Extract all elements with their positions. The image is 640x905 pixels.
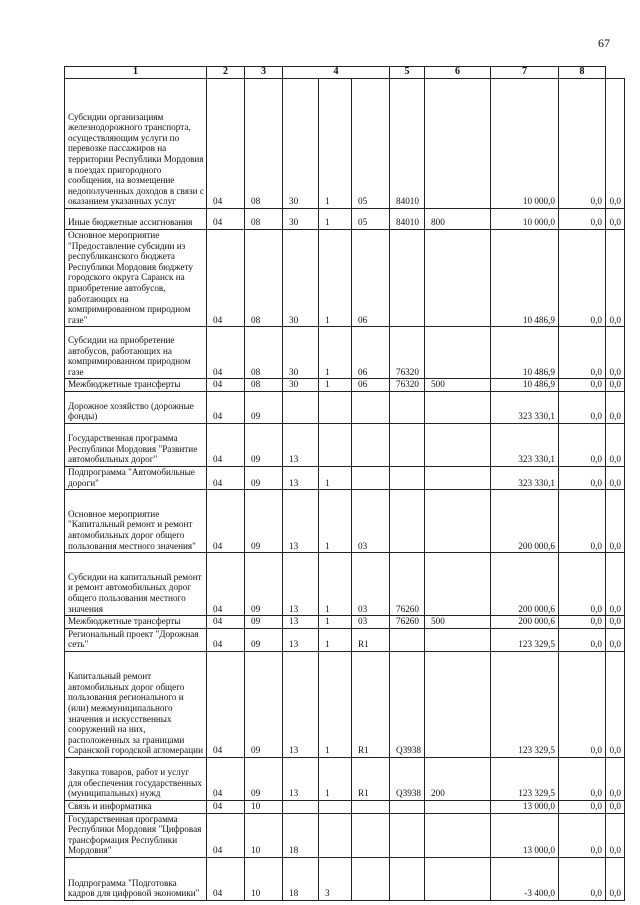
code-section: 04 bbox=[207, 466, 245, 489]
code-section: 04 bbox=[207, 423, 245, 466]
code-subprogram bbox=[319, 391, 352, 423]
table-row bbox=[65, 651, 625, 757]
header-col-7: 7 bbox=[491, 67, 559, 79]
code-subprogram: 1 bbox=[319, 466, 352, 489]
code-expense-type: 500 bbox=[425, 616, 491, 629]
code-subsection: 09 bbox=[245, 490, 283, 553]
code-direction: Q3938 bbox=[390, 651, 425, 757]
amount-col-6: 123 329,5 bbox=[491, 651, 559, 757]
code-direction bbox=[390, 391, 425, 423]
amount-col-7: 0,0 bbox=[559, 327, 606, 379]
code-subsection: 08 bbox=[245, 209, 283, 230]
amount-col-8: 0,0 bbox=[606, 230, 625, 327]
page-number: 67 bbox=[598, 36, 610, 50]
amount-col-7: 0,0 bbox=[559, 553, 606, 616]
code-expense-type bbox=[425, 466, 491, 489]
code-activity: R1 bbox=[352, 651, 390, 757]
amount-col-7: 0,0 bbox=[559, 800, 606, 813]
code-program: 30 bbox=[283, 79, 319, 209]
code-subsection: 08 bbox=[245, 230, 283, 327]
amount-col-6: 10 000,0 bbox=[491, 79, 559, 209]
amount-col-7: 0,0 bbox=[559, 391, 606, 423]
table-row bbox=[65, 423, 625, 466]
header-col-3: 3 bbox=[245, 67, 283, 79]
code-subprogram: 1 bbox=[319, 490, 352, 553]
table-row bbox=[65, 553, 625, 616]
amount-col-8: 0,0 bbox=[606, 628, 625, 651]
amount-col-6: 13 000,0 bbox=[491, 800, 559, 813]
amount-col-8: 0,0 bbox=[606, 800, 625, 813]
code-expense-type bbox=[425, 423, 491, 466]
row-description: Подпрограмма "Автомобильные дороги" bbox=[65, 466, 207, 489]
code-program: 13 bbox=[283, 423, 319, 466]
amount-col-8: 0,0 bbox=[606, 423, 625, 466]
code-section: 04 bbox=[207, 379, 245, 392]
code-activity: 05 bbox=[352, 209, 390, 230]
amount-col-6: 323 330,1 bbox=[491, 391, 559, 423]
amount-col-8: 0,0 bbox=[606, 379, 625, 392]
amount-col-7: 0,0 bbox=[559, 757, 606, 800]
code-subprogram bbox=[319, 423, 352, 466]
code-program: 13 bbox=[283, 616, 319, 629]
code-section: 04 bbox=[207, 490, 245, 553]
code-expense-type bbox=[425, 391, 491, 423]
code-expense-type bbox=[425, 490, 491, 553]
code-activity: R1 bbox=[352, 628, 390, 651]
amount-col-8: 0,0 bbox=[606, 857, 625, 900]
code-program: 13 bbox=[283, 466, 319, 489]
amount-col-6: 323 330,1 bbox=[491, 466, 559, 489]
header-col-2: 2 bbox=[207, 67, 245, 79]
code-subsection: 09 bbox=[245, 628, 283, 651]
row-description: Закупка товаров, работ и услуг для обеспечения государственных (муниципальных) нужд bbox=[65, 757, 207, 800]
code-subprogram: 1 bbox=[319, 651, 352, 757]
row-description: Межбюджетные трансферты bbox=[65, 616, 207, 629]
row-description: Межбюджетные трансферты bbox=[65, 379, 207, 392]
code-subprogram: 1 bbox=[319, 230, 352, 327]
code-activity bbox=[352, 857, 390, 900]
code-section: 04 bbox=[207, 651, 245, 757]
code-expense-type: 500 bbox=[425, 379, 491, 392]
code-direction bbox=[390, 628, 425, 651]
amount-col-7: 0,0 bbox=[559, 628, 606, 651]
amount-col-8: 0,0 bbox=[606, 466, 625, 489]
code-activity: 06 bbox=[352, 230, 390, 327]
code-subsection: 09 bbox=[245, 651, 283, 757]
code-section: 04 bbox=[207, 616, 245, 629]
table-row bbox=[65, 391, 625, 423]
row-description: Капитальный ремонт автомобильных дорог общего пользования регионального и (или) межмуниципального значения и искусственных сооружений на них, расположенных за границами Саранской городской агломерации bbox=[65, 651, 207, 757]
code-program: 30 bbox=[283, 230, 319, 327]
code-program: 13 bbox=[283, 490, 319, 553]
code-subsection: 10 bbox=[245, 800, 283, 813]
code-activity bbox=[352, 423, 390, 466]
amount-col-8: 0,0 bbox=[606, 813, 625, 857]
code-subprogram: 1 bbox=[319, 616, 352, 629]
code-subprogram: 1 bbox=[319, 628, 352, 651]
amount-col-6: 13 000,0 bbox=[491, 813, 559, 857]
code-program: 30 bbox=[283, 209, 319, 230]
table-row bbox=[65, 79, 625, 209]
code-subsection: 09 bbox=[245, 466, 283, 489]
code-program: 13 bbox=[283, 628, 319, 651]
code-subprogram: 1 bbox=[319, 209, 352, 230]
amount-col-8: 0,0 bbox=[606, 391, 625, 423]
code-direction bbox=[390, 800, 425, 813]
table-row bbox=[65, 800, 625, 813]
code-expense-type bbox=[425, 327, 491, 379]
amount-col-7: 0,0 bbox=[559, 79, 606, 209]
amount-col-7: 0,0 bbox=[559, 209, 606, 230]
code-expense-type bbox=[425, 628, 491, 651]
code-direction: 76320 bbox=[390, 379, 425, 392]
code-program: 30 bbox=[283, 379, 319, 392]
header-col-5: 5 bbox=[390, 67, 425, 79]
code-expense-type bbox=[425, 79, 491, 209]
code-section: 04 bbox=[207, 813, 245, 857]
table-row bbox=[65, 757, 625, 800]
code-expense-type bbox=[425, 800, 491, 813]
table-row bbox=[65, 813, 625, 857]
code-section: 04 bbox=[207, 79, 245, 209]
table-row bbox=[65, 490, 625, 553]
code-subprogram: 1 bbox=[319, 757, 352, 800]
amount-col-6: 200 000,6 bbox=[491, 553, 559, 616]
code-direction: 76260 bbox=[390, 553, 425, 616]
code-expense-type bbox=[425, 553, 491, 616]
code-section: 04 bbox=[207, 230, 245, 327]
code-direction: 76260 bbox=[390, 616, 425, 629]
code-subsection: 09 bbox=[245, 757, 283, 800]
row-description: Подпрограмма "Подготовка кадров для цифровой экономики" bbox=[65, 857, 207, 900]
code-direction: Q3938 bbox=[390, 757, 425, 800]
row-description: Субсидии на капитальный ремонт и ремонт автомобильных дорог общего пользования местного значения bbox=[65, 553, 207, 616]
amount-col-6: 10 486,9 bbox=[491, 230, 559, 327]
amount-col-7: 0,0 bbox=[559, 651, 606, 757]
code-section: 04 bbox=[207, 800, 245, 813]
code-direction bbox=[390, 230, 425, 327]
header-col-6: 6 bbox=[425, 67, 491, 79]
code-subprogram bbox=[319, 800, 352, 813]
row-description: Связь и информатика bbox=[65, 800, 207, 813]
code-activity: 06 bbox=[352, 327, 390, 379]
code-program: 18 bbox=[283, 857, 319, 900]
header-col-8: 8 bbox=[559, 67, 606, 79]
amount-col-6: 200 000,6 bbox=[491, 490, 559, 553]
code-section: 04 bbox=[207, 553, 245, 616]
code-direction bbox=[390, 813, 425, 857]
amount-col-7: 0,0 bbox=[559, 379, 606, 392]
code-activity: 03 bbox=[352, 490, 390, 553]
code-direction: 76320 bbox=[390, 327, 425, 379]
amount-col-8: 0,0 bbox=[606, 553, 625, 616]
row-description: Дорожное хозяйство (дорожные фонды) bbox=[65, 391, 207, 423]
amount-col-6: 10 000,0 bbox=[491, 209, 559, 230]
amount-col-7: 0,0 bbox=[559, 230, 606, 327]
table-row bbox=[65, 379, 625, 392]
amount-col-6: 10 486,9 bbox=[491, 327, 559, 379]
code-program: 18 bbox=[283, 813, 319, 857]
code-activity: 03 bbox=[352, 616, 390, 629]
amount-col-6: 323 330,1 bbox=[491, 423, 559, 466]
row-description: Государственная программа Республики Мордовия "Развитие автомобильных дорог" bbox=[65, 423, 207, 466]
code-subprogram: 1 bbox=[319, 327, 352, 379]
amount-col-8: 0,0 bbox=[606, 616, 625, 629]
code-program: 13 bbox=[283, 757, 319, 800]
header-col-4: 4 bbox=[283, 67, 390, 79]
amount-col-6: 200 000,6 bbox=[491, 616, 559, 629]
code-section: 04 bbox=[207, 327, 245, 379]
code-expense-type bbox=[425, 813, 491, 857]
amount-col-6: 10 486,9 bbox=[491, 379, 559, 392]
code-section: 04 bbox=[207, 757, 245, 800]
code-section: 04 bbox=[207, 857, 245, 900]
amount-col-8: 0,0 bbox=[606, 757, 625, 800]
code-subsection: 09 bbox=[245, 423, 283, 466]
table-row bbox=[65, 209, 625, 230]
header-row bbox=[65, 67, 625, 79]
amount-col-8: 0,0 bbox=[606, 490, 625, 553]
row-description: Основное мероприятие "Предоставление субсидии из республиканского бюджета Республики Мордовия бюджету городского округа Саранск на приобретение автобусов, работающих на компримированном природном газе" bbox=[65, 230, 207, 327]
amount-col-6: -3 400,0 bbox=[491, 857, 559, 900]
code-subprogram: 1 bbox=[319, 79, 352, 209]
code-expense-type bbox=[425, 857, 491, 900]
amount-col-6: 123 329,5 bbox=[491, 628, 559, 651]
amount-col-7: 0,0 bbox=[559, 616, 606, 629]
code-section: 04 bbox=[207, 209, 245, 230]
code-activity: 06 bbox=[352, 379, 390, 392]
code-expense-type: 800 bbox=[425, 209, 491, 230]
code-expense-type bbox=[425, 230, 491, 327]
code-subprogram: 1 bbox=[319, 553, 352, 616]
amount-col-6: 123 329,5 bbox=[491, 757, 559, 800]
code-expense-type: 200 bbox=[425, 757, 491, 800]
code-subsection: 09 bbox=[245, 391, 283, 423]
table-row bbox=[65, 628, 625, 651]
code-subsection: 08 bbox=[245, 79, 283, 209]
code-expense-type bbox=[425, 651, 491, 757]
code-subsection: 09 bbox=[245, 553, 283, 616]
code-activity bbox=[352, 466, 390, 489]
row-description: Субсидии на приобретение автобусов, работающих на компримированном природном газе bbox=[65, 327, 207, 379]
code-direction bbox=[390, 466, 425, 489]
code-activity bbox=[352, 813, 390, 857]
amount-col-7: 0,0 bbox=[559, 813, 606, 857]
code-activity: 03 bbox=[352, 553, 390, 616]
table-row bbox=[65, 230, 625, 327]
amount-col-8: 0,0 bbox=[606, 79, 625, 209]
row-description: Региональный проект "Дорожная сеть" bbox=[65, 628, 207, 651]
amount-col-7: 0,0 bbox=[559, 423, 606, 466]
table-row bbox=[65, 857, 625, 900]
amount-col-7: 0,0 bbox=[559, 857, 606, 900]
amount-col-8: 0,0 bbox=[606, 327, 625, 379]
code-subsection: 10 bbox=[245, 857, 283, 900]
code-activity: R1 bbox=[352, 757, 390, 800]
code-subsection: 09 bbox=[245, 616, 283, 629]
code-program bbox=[283, 391, 319, 423]
code-subsection: 10 bbox=[245, 813, 283, 857]
code-subprogram: 1 bbox=[319, 379, 352, 392]
row-description: Иные бюджетные ассигнования bbox=[65, 209, 207, 230]
code-activity: 05 bbox=[352, 79, 390, 209]
code-direction: 84010 bbox=[390, 79, 425, 209]
amount-col-7: 0,0 bbox=[559, 490, 606, 553]
code-direction bbox=[390, 490, 425, 553]
code-direction bbox=[390, 423, 425, 466]
code-subprogram: 3 bbox=[319, 857, 352, 900]
table-row bbox=[65, 327, 625, 379]
code-subsection: 08 bbox=[245, 379, 283, 392]
code-activity bbox=[352, 800, 390, 813]
code-direction: 84010 bbox=[390, 209, 425, 230]
code-activity bbox=[352, 391, 390, 423]
table-row bbox=[65, 616, 625, 629]
amount-col-8: 0,0 bbox=[606, 209, 625, 230]
code-subsection: 08 bbox=[245, 327, 283, 379]
amount-col-7: 0,0 bbox=[559, 466, 606, 489]
header-col-1: 1 bbox=[65, 67, 207, 79]
code-section: 04 bbox=[207, 628, 245, 651]
code-subprogram bbox=[319, 813, 352, 857]
code-program bbox=[283, 800, 319, 813]
code-section: 04 bbox=[207, 391, 245, 423]
row-description: Государственная программа Республики Мордовия "Цифровая трансформация Республики Мордовия" bbox=[65, 813, 207, 857]
code-program: 30 bbox=[283, 327, 319, 379]
row-description: Субсидии организациям железнодорожного транспорта, осуществляющим услуги по перевозке пассажиров на территории Республики Мордовия в поездах пригородного сообщения, на возмещение недополученных доходов в связи с оказанием указанных услуг bbox=[65, 79, 207, 209]
budget-table bbox=[64, 66, 625, 901]
table-row bbox=[65, 466, 625, 489]
code-program: 13 bbox=[283, 553, 319, 616]
code-program: 13 bbox=[283, 651, 319, 757]
row-description: Основное мероприятие "Капитальный ремонт и ремонт автомобильных дорог общего пользования местного значения" bbox=[65, 490, 207, 553]
amount-col-8: 0,0 bbox=[606, 651, 625, 757]
code-direction bbox=[390, 857, 425, 900]
